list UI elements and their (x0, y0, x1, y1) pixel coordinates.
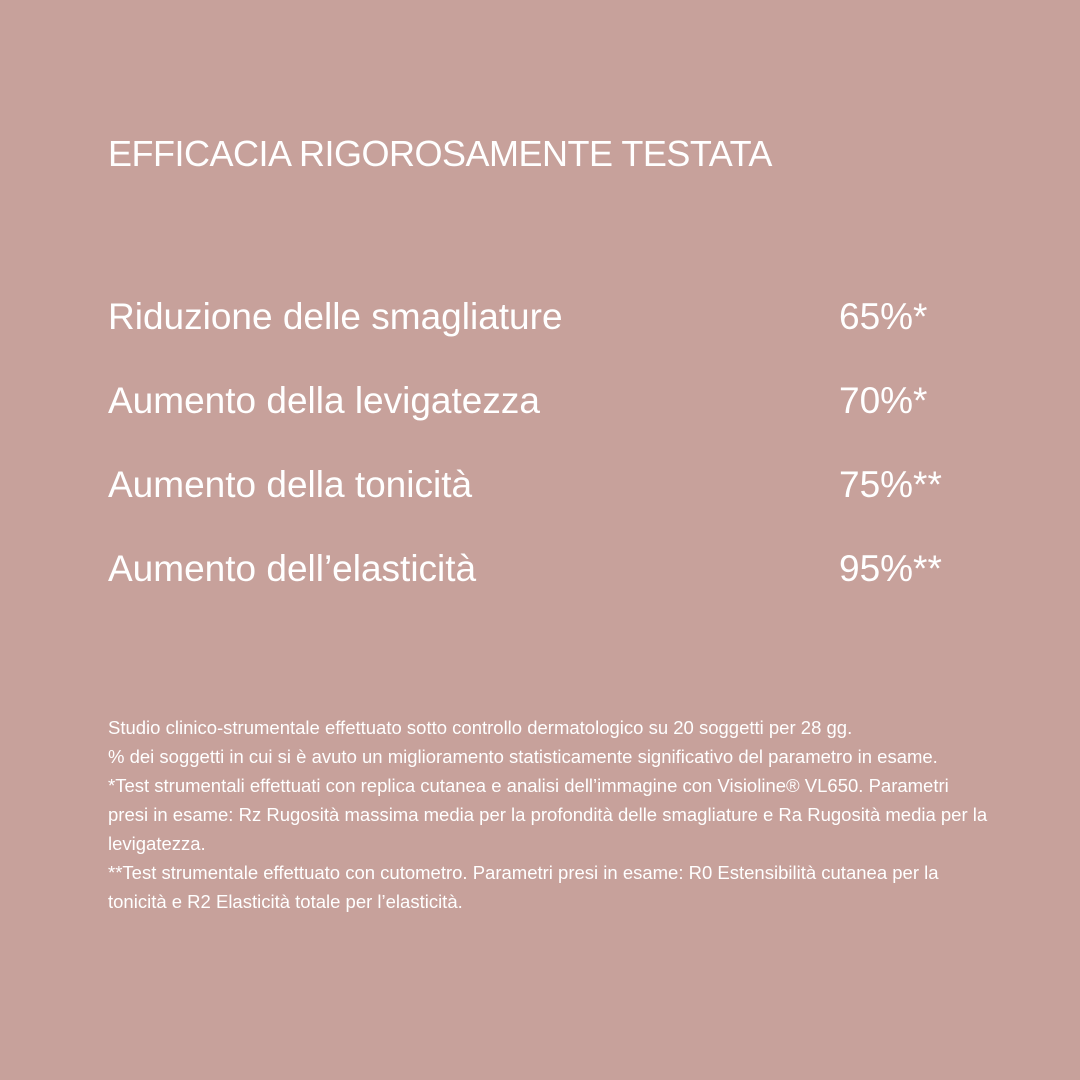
result-label: Aumento della tonicità (108, 464, 473, 505)
result-row (108, 458, 978, 542)
footnotes (108, 713, 988, 916)
results-list (108, 290, 978, 626)
result-value: 70%* (839, 380, 928, 421)
footnote-double-asterisk: **Test strumentale effettuato con cutometro. Parametri presi in esame: R0 Estensibilità cutanea per la tonicità e R2 Elasticità totale per l’elasticità. (108, 862, 939, 912)
result-label: Aumento dell’elasticità (108, 548, 477, 589)
result-row (108, 290, 978, 374)
result-row (108, 542, 978, 626)
result-value: 75%** (839, 464, 942, 505)
footnote-study: Studio clinico-strumentale effettuato sotto controllo dermatologico su 20 soggetti per 28 gg. (108, 717, 853, 738)
page-title: EFFICACIA RIGOROSAMENTE TESTATA (108, 133, 772, 174)
result-label: Aumento della levigatezza (108, 380, 540, 421)
result-row (108, 374, 978, 458)
result-value: 95%** (839, 548, 942, 589)
footnote-percentage: % dei soggetti in cui si è avuto un miglioramento statisticamente significativo del parametro in esame. (108, 746, 938, 767)
result-value: 65%* (839, 296, 928, 337)
result-label: Riduzione delle smagliature (108, 296, 563, 337)
footnote-single-asterisk: *Test strumentali effettuati con replica cutanea e analisi dell’immagine con Visioline® VL650. Parametri presi in esame: Rz Rugosità massima media per la profondità delle smagliature e Ra Rugosità media per la levigatezza. (108, 775, 988, 854)
